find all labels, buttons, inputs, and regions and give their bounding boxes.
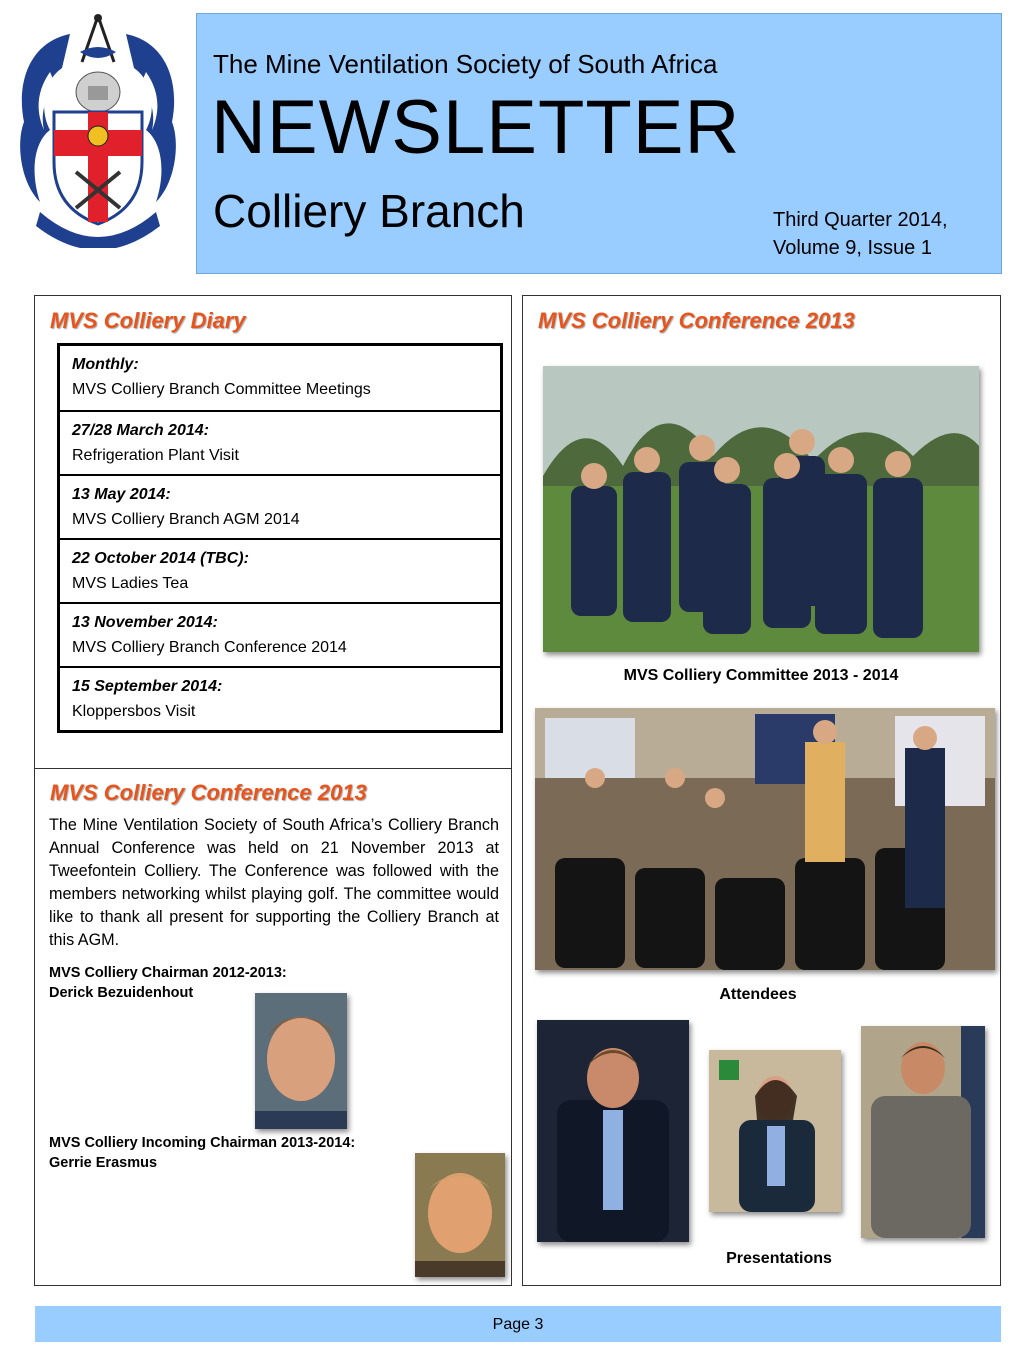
diary-entry-event: Refrigeration Plant Visit (72, 447, 239, 464)
diary-entry (60, 602, 500, 666)
committee-caption: MVS Colliery Committee 2013 - 2014 (623, 667, 899, 684)
incoming-chairman-name: Gerrie Erasmus (49, 1155, 158, 1171)
issue-info (773, 206, 948, 262)
photo-section (522, 295, 1001, 1286)
presentation-photo-3 (861, 1026, 985, 1238)
issue-volume: Volume 9, Issue 1 (773, 237, 932, 259)
diary-entry-event: MVS Colliery Branch AGM 2014 (72, 511, 300, 528)
conference-article (34, 768, 512, 1286)
page-footer (35, 1306, 1001, 1342)
diary-entry (60, 474, 500, 538)
diary-entry (60, 666, 500, 730)
article-title: MVS Colliery Conference 2013 (50, 780, 367, 805)
diary-entry-event: Kloppersbos Visit (72, 703, 196, 720)
masthead (196, 13, 1002, 274)
diary-section (34, 295, 512, 769)
incoming-chairman-label: MVS Colliery Incoming Chairman 2013-2014: (49, 1135, 356, 1151)
diary-entry-date: 27/28 March 2014: (72, 422, 209, 439)
diary-entry (60, 346, 500, 410)
attendees-photo (535, 708, 995, 970)
diary-entry-event: MVS Colliery Branch Committee Meetings (72, 381, 371, 398)
branch-name: Colliery Branch (213, 185, 525, 237)
newsletter-title: NEWSLETTER (211, 85, 741, 170)
diary-table (57, 343, 503, 733)
chairman-name: Derick Bezuidenhout (49, 985, 194, 1001)
incoming-chairman-caption (49, 1133, 355, 1173)
diary-entry-date: Monthly: (72, 356, 139, 373)
society-name: The Mine Ventilation Society of South Africa (213, 49, 718, 79)
chairman-label: MVS Colliery Chairman 2012-2013: (49, 965, 287, 981)
presentations-caption: Presentations (726, 1250, 832, 1267)
committee-photo (543, 366, 979, 652)
diary-title: MVS Colliery Diary (50, 308, 246, 333)
diary-entry-date: 22 October 2014 (TBC): (72, 550, 249, 567)
presentation-photo-1 (537, 1020, 689, 1242)
chairman-caption (49, 963, 287, 1003)
diary-entry (60, 538, 500, 602)
diary-entry-date: 13 November 2014: (72, 614, 218, 631)
page-number: Page 3 (492, 1316, 544, 1333)
issue-quarter: Third Quarter 2014, (773, 209, 948, 231)
chairman-portrait (255, 993, 347, 1129)
diary-entry (60, 410, 500, 474)
article-body: The Mine Ventilation Society of South Africa’s Colliery Branch Annual Conference was held on 21 November 2013 at Tweefontein Colliery. The Conference was followed with the members networking whilst playing golf. The committee would like to thank all present for supporting the Colliery Branch at this AGM. (49, 816, 499, 949)
presentation-photo-2 (709, 1050, 841, 1212)
incoming-chairman-portrait (415, 1153, 505, 1277)
society-crest-logo (10, 12, 186, 248)
diary-entry-date: 15 September 2014: (72, 678, 223, 695)
attendees-caption: Attendees (719, 986, 797, 1003)
diary-entry-event: MVS Ladies Tea (72, 575, 189, 592)
diary-entry-event: MVS Colliery Branch Conference 2014 (72, 639, 347, 656)
photo-section-title: MVS Colliery Conference 2013 (538, 308, 855, 333)
diary-entry-date: 13 May 2014: (72, 486, 171, 503)
